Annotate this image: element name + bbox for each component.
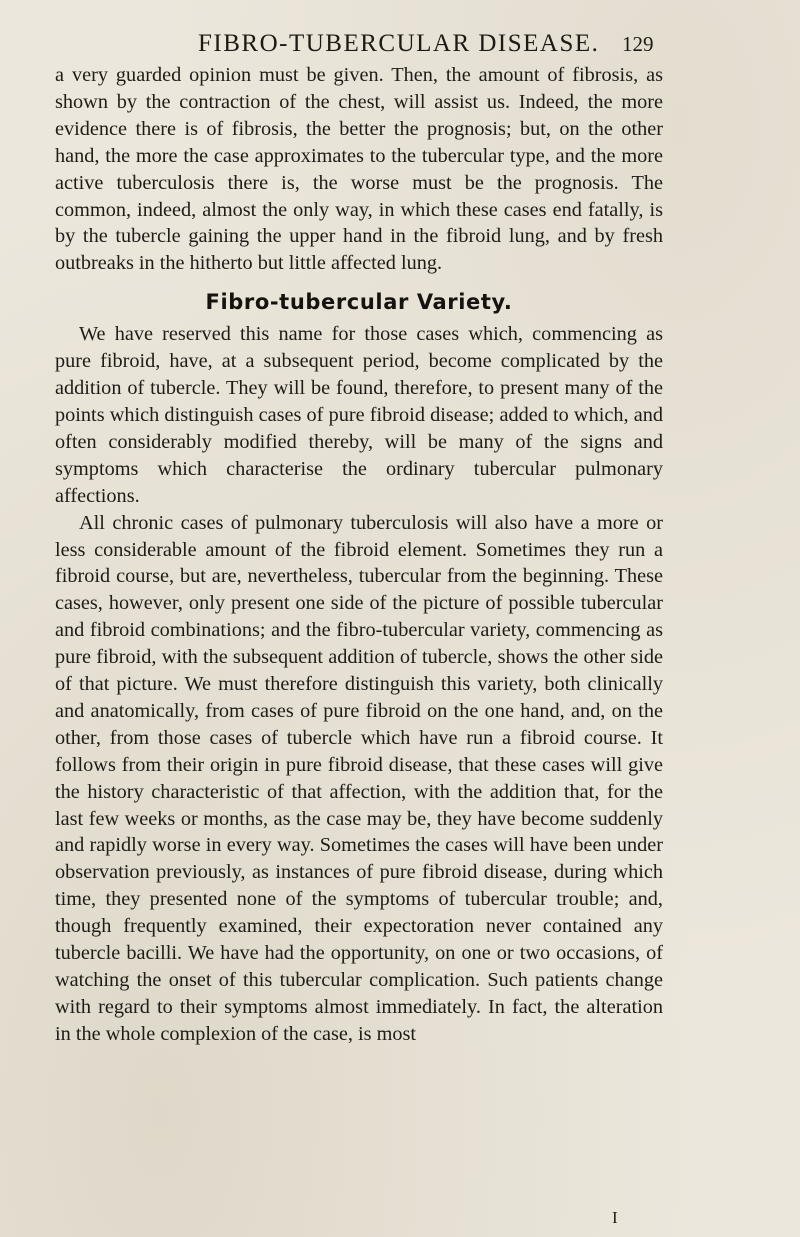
paragraph: We have reserved this name for those cases which, commencing as pure fibroid, have, at a subsequent period, become complicated by the addition of tubercle. They will be found, therefore, to present many of the points which distinguish cases of pure fibroid disease; added to which, and often considerably modified thereby, will be many of the signs and symptoms which characterise the ordinary tubercular pulmonary affections. (55, 323, 663, 507)
paragraph-continued: a very guarded opinion must be given. Then, the amount of fibrosis, as shown by the contraction of the chest, will assist us. Indeed, the more evidence there is of fibrosis, the better the prognosis; but, on the other hand, the more the case approximates to the tubercular type, and the more active tuberculosis there is, the worse must be the prognosis. The common, indeed, almost the only way, in which these cases end fatally, is by the tubercle gaining the upper hand in the fibroid lung, and by fresh outbreaks in the hitherto but little affected lung. (55, 64, 663, 275)
running-title: FIBRO-TUBERCULAR DISEASE. (198, 30, 600, 57)
signature-mark: I (612, 1208, 618, 1227)
running-head (0, 18, 800, 58)
page-number: 129 (622, 32, 654, 56)
section-heading: Fibro-tubercular Variety. (205, 290, 513, 315)
paragraph: All chronic cases of pulmonary tuberculosis will also have a more or less considerable amount of the fibroid element. Sometimes they run a fibroid course, but are, nevertheless, tubercular from the beginning. These cases, however, only present one side of the picture of possible tubercular and fibroid combinations; and the fibro-tubercular variety, commencing as pure fibroid, with the subsequent addition of tubercle, shows the other side of that picture. We must therefore distinguish this variety, both clinically and anatomically, from cases of pure fibroid on the one hand, and, on the other, from those cases of tubercle which have run a fibroid course. It follows from their origin in pure fibroid disease, that these cases will give the history characteristic of that affection, with the addition that, for the last few weeks or months, as the case may be, they have become suddenly and rapidly worse in every way. Sometimes the cases will have been under observation previously, as instances of pure fibroid disease, during which time, they presented none of the symptoms of tubercular trouble; and, though frequently examined, their expectoration never contained any tubercle bacilli. We have had the opportunity, on one or two occasions, of watching the onset of this tubercular complication. Such patients change with regard to their symptoms almost immediately. In fact, the alteration in the whole complexion of the case, is most (55, 511, 663, 1045)
body-text (55, 62, 663, 1048)
